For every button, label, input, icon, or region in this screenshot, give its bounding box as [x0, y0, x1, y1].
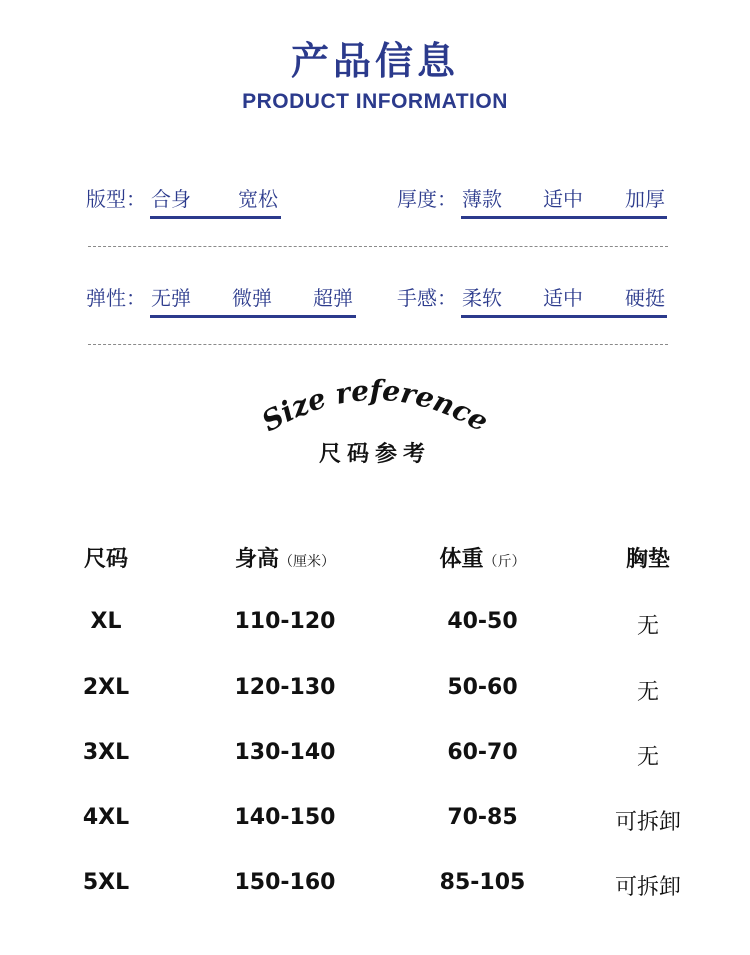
- cell-chest-pad: 可拆卸: [614, 875, 681, 900]
- cell-height: 130-140: [234, 740, 336, 765]
- feel-label: 手感：: [397, 286, 457, 310]
- feel-option-stiff: 硬挺: [625, 286, 665, 310]
- feel-option-medium: 适中: [543, 286, 583, 310]
- col-header-weight: 体重（斤）: [439, 547, 526, 572]
- cell-weight: 40-50: [447, 609, 518, 634]
- fit-option-loose: 宽松: [238, 187, 278, 211]
- elasticity-option-slight: 微弹: [232, 286, 272, 310]
- feel-underline: [461, 315, 667, 318]
- feel-option-soft: 柔软: [462, 286, 502, 310]
- page-subtitle: PRODUCT INFORMATION: [242, 90, 508, 113]
- col-header-size: 尺码: [83, 547, 128, 572]
- cell-chest-pad: 无: [636, 614, 659, 639]
- cell-size: 3XL: [82, 740, 130, 765]
- fit-label: 版型：: [86, 187, 146, 211]
- size-reference-cn: 尺码参考: [318, 442, 431, 467]
- cell-height: 110-120: [234, 609, 336, 634]
- cell-chest-pad: 无: [636, 745, 659, 770]
- elasticity-option-super: 超弹: [313, 286, 353, 310]
- svg-text:Size reference: [256, 378, 494, 438]
- cell-size: 5XL: [82, 870, 130, 895]
- elasticity-option-none: 无弹: [151, 286, 191, 310]
- elasticity-underline: [150, 315, 356, 318]
- fit-option-fitted: 合身: [151, 187, 191, 211]
- divider: [88, 344, 668, 345]
- cell-weight: 70-85: [447, 805, 518, 830]
- cell-weight: 85-105: [439, 870, 526, 895]
- cell-size: 2XL: [82, 675, 130, 700]
- fit-underline: [150, 216, 281, 219]
- size-reference-en: Size reference: [256, 378, 494, 439]
- thickness-option-thick: 加厚: [625, 187, 665, 211]
- col-header-height: 身高（厘米）: [234, 547, 335, 572]
- page-title: 产品信息: [290, 39, 459, 83]
- thickness-option-medium: 适中: [543, 187, 583, 211]
- cell-height: 120-130: [234, 675, 336, 700]
- thickness-option-thin: 薄款: [462, 187, 502, 211]
- cell-height: 150-160: [234, 870, 336, 895]
- col-header-chest-pad: 胸垫: [625, 547, 670, 572]
- cell-size: XL: [90, 609, 122, 634]
- divider: [88, 246, 668, 247]
- thickness-underline: [461, 216, 667, 219]
- thickness-label: 厚度：: [397, 187, 457, 211]
- cell-chest-pad: 无: [636, 680, 659, 705]
- cell-size: 4XL: [82, 805, 130, 830]
- cell-weight: 60-70: [447, 740, 518, 765]
- cell-height: 140-150: [234, 805, 336, 830]
- cell-chest-pad: 可拆卸: [614, 810, 681, 835]
- cell-weight: 50-60: [447, 675, 518, 700]
- elasticity-label: 弹性：: [86, 286, 146, 310]
